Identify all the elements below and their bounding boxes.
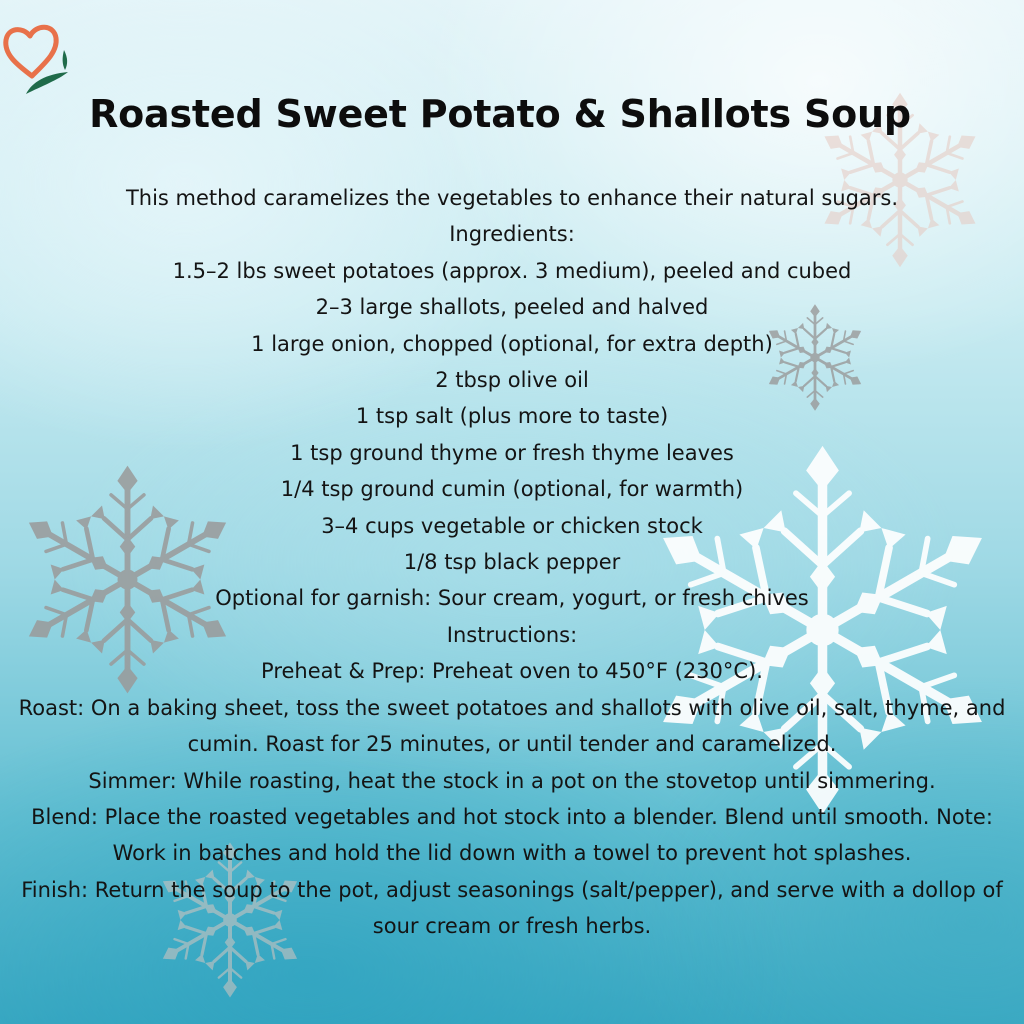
- instruction-step: Roast: On a baking sheet, toss the sweet potatoes and shallots with olive oil, salt, thyme, and cumin. Roast for 25 minutes, or until tender and caramelized.: [18, 695, 1006, 757]
- intro-text: This method caramelizes the vegetables to enhance their natural sugars.: [125, 186, 899, 210]
- ingredient-item: 1/8 tsp black pepper: [403, 550, 621, 575]
- ingredients-heading: Ingredients:: [449, 222, 575, 247]
- instruction-step: Blend: Place the roasted vegetables and hot stock into a blender. Blend until smooth. Note: Work in batches and hold the lid down with a towel to prevent hot splashes.: [31, 804, 993, 866]
- instructions-heading: Instructions:: [446, 622, 578, 647]
- instruction-step: Finish: Return the soup to the pot, adjust seasonings (salt/pepper), and serve with a dollop of sour cream or fresh herbs.: [21, 877, 1003, 939]
- ingredient-item: 1 tsp salt (plus more to taste): [355, 404, 669, 429]
- ingredient-item: 3–4 cups vegetable or chicken stock: [321, 513, 703, 538]
- ingredient-item: 1 tsp ground thyme or fresh thyme leaves: [290, 440, 734, 465]
- ingredient-item: Optional for garnish: Sour cream, yogurt, or fresh chives: [215, 586, 809, 611]
- page-title: Roasted Sweet Potato & Shallots Soup: [89, 92, 911, 136]
- instruction-step: Simmer: While roasting, heat the stock in a pot on the stovetop until simmering.: [88, 768, 936, 793]
- instruction-step: Preheat & Prep: Preheat oven to 450°F (230°C).: [261, 659, 763, 684]
- ingredient-item: 1 large onion, chopped (optional, for extra depth): [251, 331, 773, 356]
- ingredient-item: 2–3 large shallots, peeled and halved: [315, 295, 709, 320]
- heart-leaf-logo-icon: [2, 14, 74, 98]
- ingredient-item: 1/4 tsp ground cumin (optional, for warmth): [280, 477, 744, 502]
- recipe-body: [0, 180, 1024, 945]
- ingredient-item: 1.5–2 lbs sweet potatoes (approx. 3 medium), peeled and cubed: [172, 258, 852, 283]
- ingredient-item: 2 tbsp olive oil: [435, 368, 589, 393]
